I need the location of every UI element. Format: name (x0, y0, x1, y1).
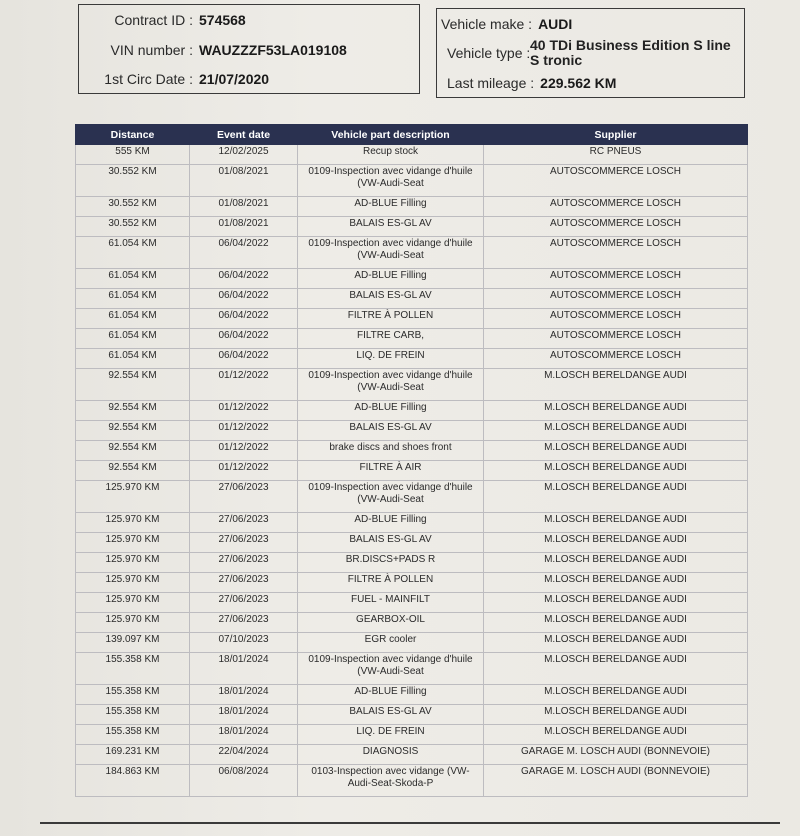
event-date-cell: 27/06/2023 (190, 553, 298, 573)
event-date-cell: 06/04/2022 (190, 289, 298, 309)
part-description-cell: brake discs and shoes front (298, 441, 484, 461)
table-row (76, 613, 748, 633)
supplier-cell: M.LOSCH BERELDANGE AUDI (484, 533, 748, 553)
distance-cell: 155.358 KM (76, 705, 190, 725)
part-description-cell: 0103-Inspection avec vidange (VW-Audi-Seat-Skoda-P (298, 765, 484, 797)
table-row (76, 685, 748, 705)
vin-row (83, 42, 347, 58)
table-row (76, 309, 748, 329)
table-row (76, 725, 748, 745)
first-circ-date-label: 1st Circ Date : (104, 71, 193, 87)
last-mileage-row (447, 75, 616, 91)
event-date-cell: 27/06/2023 (190, 573, 298, 593)
supplier-cell: RC PNEUS (484, 145, 748, 165)
table-row (76, 573, 748, 593)
distance-cell: 125.970 KM (76, 553, 190, 573)
supplier-cell: AUTOSCOMMERCE LOSCH (484, 349, 748, 369)
event-date-cell: 06/08/2024 (190, 765, 298, 797)
part-description-cell: AD-BLUE Filling (298, 269, 484, 289)
part-description-cell: 0109-Inspection avec vidange d'huile (VW-Audi-Seat (298, 165, 484, 197)
supplier-cell: M.LOSCH BERELDANGE AUDI (484, 613, 748, 633)
supplier-cell: AUTOSCOMMERCE LOSCH (484, 165, 748, 197)
contract-id-value: 574568 (199, 12, 246, 28)
part-description-cell: BALAIS ES-GL AV (298, 421, 484, 441)
distance-cell: 169.231 KM (76, 745, 190, 765)
vehicle-info-box (436, 8, 745, 98)
supplier-cell: AUTOSCOMMERCE LOSCH (484, 309, 748, 329)
part-description-cell: 0109-Inspection avec vidange d'huile (VW-Audi-Seat (298, 653, 484, 685)
part-description-cell: DIAGNOSIS (298, 745, 484, 765)
table-row (76, 553, 748, 573)
event-date-cell: 01/12/2022 (190, 369, 298, 401)
supplier-cell: AUTOSCOMMERCE LOSCH (484, 237, 748, 269)
table-row (76, 349, 748, 369)
distance-cell: 61.054 KM (76, 349, 190, 369)
table-row (76, 481, 748, 513)
event-date-cell: 18/01/2024 (190, 725, 298, 745)
part-description-cell: BALAIS ES-GL AV (298, 217, 484, 237)
table-row (76, 705, 748, 725)
event-date-cell: 18/01/2024 (190, 653, 298, 685)
supplier-cell: M.LOSCH BERELDANGE AUDI (484, 653, 748, 685)
part-description-cell: 0109-Inspection avec vidange d'huile (VW-Audi-Seat (298, 481, 484, 513)
distance-cell: 30.552 KM (76, 197, 190, 217)
supplier-cell: M.LOSCH BERELDANGE AUDI (484, 481, 748, 513)
part-description-cell: 0109-Inspection avec vidange d'huile (VW-Audi-Seat (298, 369, 484, 401)
vehicle-type-label: Vehicle type : (447, 45, 531, 61)
event-date-cell: 06/04/2022 (190, 237, 298, 269)
vin-label: VIN number : (110, 42, 193, 58)
vehicle-make-value: AUDI (538, 16, 573, 32)
distance-cell: 125.970 KM (76, 573, 190, 593)
event-date-cell: 01/08/2021 (190, 165, 298, 197)
table-row (76, 329, 748, 349)
supplier-cell: AUTOSCOMMERCE LOSCH (484, 329, 748, 349)
supplier-cell: M.LOSCH BERELDANGE AUDI (484, 421, 748, 441)
table-body (76, 145, 748, 797)
part-description-cell: GEARBOX-OIL (298, 613, 484, 633)
maintenance-history-table (75, 124, 748, 797)
table-row (76, 145, 748, 165)
table-row (76, 269, 748, 289)
event-date-cell: 01/08/2021 (190, 217, 298, 237)
event-date-cell: 06/04/2022 (190, 309, 298, 329)
event-date-cell: 18/01/2024 (190, 685, 298, 705)
part-description-cell: EGR cooler (298, 633, 484, 653)
table-row (76, 653, 748, 685)
distance-cell: 125.970 KM (76, 513, 190, 533)
event-date-cell: 01/12/2022 (190, 401, 298, 421)
event-date-cell: 27/06/2023 (190, 513, 298, 533)
part-description-cell: AD-BLUE Filling (298, 513, 484, 533)
event-date-cell: 07/10/2023 (190, 633, 298, 653)
table-row (76, 593, 748, 613)
last-mileage-label: Last mileage : (447, 75, 535, 91)
supplier-cell: M.LOSCH BERELDANGE AUDI (484, 593, 748, 613)
table-row (76, 633, 748, 653)
part-description-cell: AD-BLUE Filling (298, 197, 484, 217)
part-description-cell: LIQ. DE FREIN (298, 725, 484, 745)
distance-cell: 125.970 KM (76, 613, 190, 633)
table-row (76, 513, 748, 533)
part-description-cell: LIQ. DE FREIN (298, 349, 484, 369)
event-date-cell: 06/04/2022 (190, 269, 298, 289)
distance-cell: 155.358 KM (76, 653, 190, 685)
supplier-cell: M.LOSCH BERELDANGE AUDI (484, 705, 748, 725)
distance-cell: 30.552 KM (76, 217, 190, 237)
table-row (76, 369, 748, 401)
supplier-cell: M.LOSCH BERELDANGE AUDI (484, 401, 748, 421)
table-row (76, 165, 748, 197)
vin-value: WAUZZZF53LA019108 (199, 42, 347, 58)
part-description-cell: BALAIS ES-GL AV (298, 289, 484, 309)
distance-cell: 155.358 KM (76, 685, 190, 705)
supplier-cell: M.LOSCH BERELDANGE AUDI (484, 633, 748, 653)
contract-id-label: Contract ID : (114, 12, 193, 28)
supplier-cell: M.LOSCH BERELDANGE AUDI (484, 685, 748, 705)
part-description-cell: 0109-Inspection avec vidange d'huile (VW-Audi-Seat (298, 237, 484, 269)
event-date-cell: 27/06/2023 (190, 593, 298, 613)
supplier-cell: AUTOSCOMMERCE LOSCH (484, 289, 748, 309)
event-date-cell: 06/04/2022 (190, 329, 298, 349)
event-date-cell: 27/06/2023 (190, 481, 298, 513)
table-row (76, 237, 748, 269)
distance-cell: 155.358 KM (76, 725, 190, 745)
supplier-cell: AUTOSCOMMERCE LOSCH (484, 197, 748, 217)
distance-cell: 125.970 KM (76, 593, 190, 613)
column-header-part-description: Vehicle part description (298, 125, 484, 145)
table-row (76, 217, 748, 237)
table-row (76, 421, 748, 441)
column-header-distance: Distance (76, 125, 190, 145)
contract-info-box (78, 4, 420, 94)
bottom-divider (40, 822, 780, 824)
column-header-event-date: Event date (190, 125, 298, 145)
event-date-cell: 27/06/2023 (190, 533, 298, 553)
supplier-cell: AUTOSCOMMERCE LOSCH (484, 217, 748, 237)
event-date-cell: 01/12/2022 (190, 421, 298, 441)
first-circ-date-value: 21/07/2020 (199, 71, 270, 87)
distance-cell: 125.970 KM (76, 533, 190, 553)
event-date-cell: 06/04/2022 (190, 349, 298, 369)
part-description-cell: Recup stock (298, 145, 484, 165)
vehicle-type-label-wrap (447, 45, 530, 61)
column-header-supplier: Supplier (484, 125, 748, 145)
distance-cell: 92.554 KM (76, 369, 190, 401)
supplier-cell: M.LOSCH BERELDANGE AUDI (484, 573, 748, 593)
last-mileage-value: 229.562 KM (540, 75, 617, 91)
table-row (76, 197, 748, 217)
distance-cell: 139.097 KM (76, 633, 190, 653)
part-description-cell: BALAIS ES-GL AV (298, 533, 484, 553)
distance-cell: 61.054 KM (76, 237, 190, 269)
first-circ-date-row (83, 71, 269, 87)
distance-cell: 61.054 KM (76, 289, 190, 309)
vehicle-type-value: 40 TDi Business Edition S line S tronic (530, 37, 731, 68)
distance-cell: 61.054 KM (76, 329, 190, 349)
distance-cell: 184.863 KM (76, 765, 190, 797)
supplier-cell: M.LOSCH BERELDANGE AUDI (484, 513, 748, 533)
event-date-cell: 18/01/2024 (190, 705, 298, 725)
part-description-cell: FILTRE CARB, (298, 329, 484, 349)
part-description-cell: FILTRE À AIR (298, 461, 484, 481)
contract-id-row (83, 12, 246, 28)
part-description-cell: BR.DISCS+PADS R (298, 553, 484, 573)
event-date-cell: 12/02/2025 (190, 145, 298, 165)
distance-cell: 92.554 KM (76, 461, 190, 481)
distance-cell: 92.554 KM (76, 441, 190, 461)
table-row (76, 401, 748, 421)
event-date-cell: 22/04/2024 (190, 745, 298, 765)
supplier-cell: M.LOSCH BERELDANGE AUDI (484, 461, 748, 481)
table-row (76, 461, 748, 481)
supplier-cell: AUTOSCOMMERCE LOSCH (484, 269, 748, 289)
distance-cell: 92.554 KM (76, 401, 190, 421)
supplier-cell: GARAGE M. LOSCH AUDI (BONNEVOIE) (484, 745, 748, 765)
table-row (76, 441, 748, 461)
event-date-cell: 01/12/2022 (190, 441, 298, 461)
part-description-cell: AD-BLUE Filling (298, 685, 484, 705)
distance-cell: 125.970 KM (76, 481, 190, 513)
part-description-cell: FUEL - MAINFILT (298, 593, 484, 613)
supplier-cell: M.LOSCH BERELDANGE AUDI (484, 725, 748, 745)
distance-cell: 61.054 KM (76, 269, 190, 289)
part-description-cell: BALAIS ES-GL AV (298, 705, 484, 725)
distance-cell: 61.054 KM (76, 309, 190, 329)
part-description-cell: FILTRE À POLLEN (298, 309, 484, 329)
event-date-cell: 01/08/2021 (190, 197, 298, 217)
table-row (76, 765, 748, 797)
supplier-cell: GARAGE M. LOSCH AUDI (BONNEVOIE) (484, 765, 748, 797)
distance-cell: 555 KM (76, 145, 190, 165)
distance-cell: 92.554 KM (76, 421, 190, 441)
part-description-cell: FILTRE À POLLEN (298, 573, 484, 593)
table-header-row (76, 125, 748, 145)
supplier-cell: M.LOSCH BERELDANGE AUDI (484, 369, 748, 401)
supplier-cell: M.LOSCH BERELDANGE AUDI (484, 553, 748, 573)
event-date-cell: 27/06/2023 (190, 613, 298, 633)
event-date-cell: 01/12/2022 (190, 461, 298, 481)
distance-cell: 30.552 KM (76, 165, 190, 197)
table-row (76, 533, 748, 553)
table-row (76, 289, 748, 309)
vehicle-make-row (441, 16, 572, 32)
part-description-cell: AD-BLUE Filling (298, 401, 484, 421)
vehicle-make-label: Vehicle make : (441, 16, 533, 32)
table-row (76, 745, 748, 765)
supplier-cell: M.LOSCH BERELDANGE AUDI (484, 441, 748, 461)
